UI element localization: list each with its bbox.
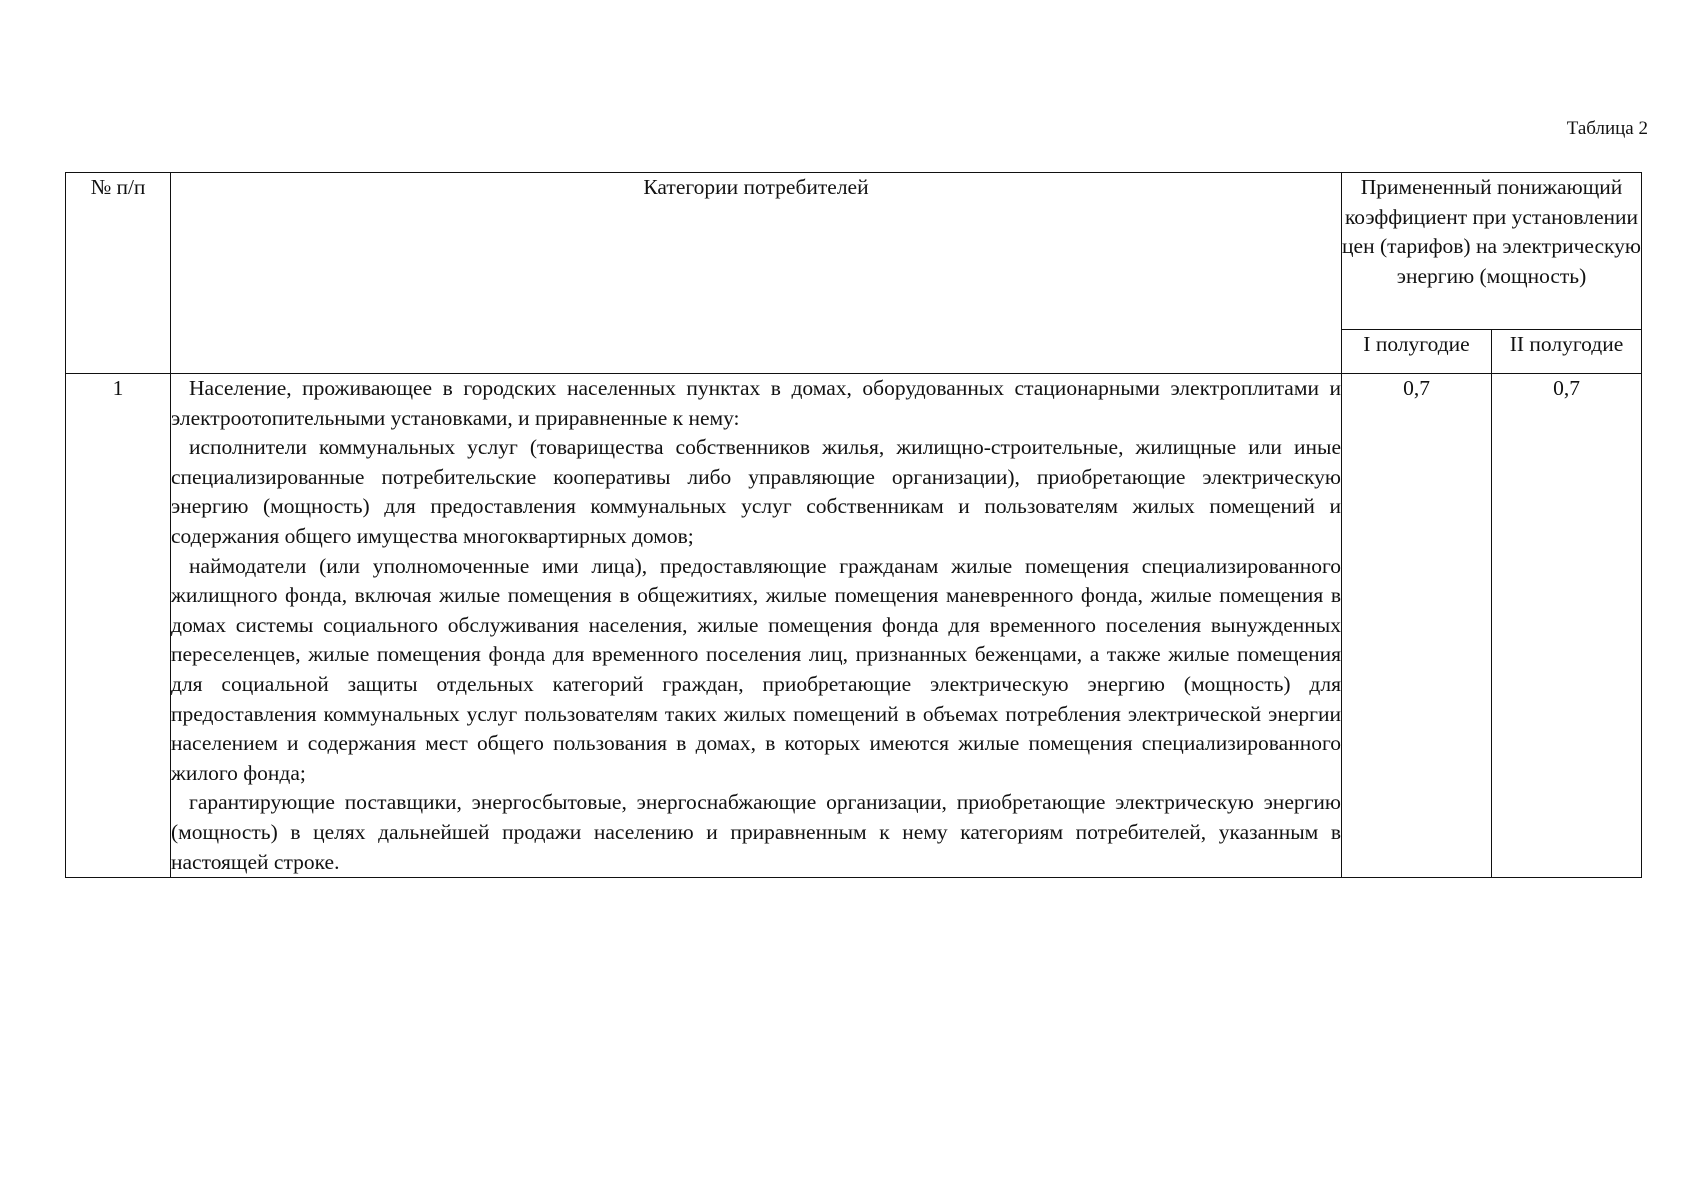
category-paragraph: наймодатели (или уполномоченные ими лица), предоставляющие гражданам жилые помещения специализированного жилищного фонда, включая жилые помещения в общежитиях, жилые помещения маневренного фонда, жилые помещения в домах системы социального обслуживания населения, жилые помещения фонда для временного поселения вынужденных переселенцев, жилые помещения фонда для временного поселения лиц, признанных беженцами, а также жилые помещения для социальной защиты отдельных категорий граждан, приобретающие электрическую энергию (мощность) для предоставления коммунальных услуг пользователям таких жилых помещений в объемах потребления электрической энергии населением и содержания мест общего пользования в домах, в которых имеются жилые помещения специализированного жилого фонда; [171,553,1341,785]
header-number: № п/п [66,173,171,374]
header-coefficient: Примененный понижающий коэффициент при установлении цен (тарифов) на электрическую энергию (мощность) [1342,173,1642,330]
header-row [66,173,1642,330]
row-half1-value: 0,7 [1342,374,1492,878]
table-caption: Таблица 2 [1566,118,1648,139]
category-paragraph: гарантирующие поставщики, энергосбытовые, энергоснабжающие организации, приобретающие электрическую энергию (мощность) в целях дальнейшей продажи населению и приравненным к нему категориям потребителей, указанным в настоящей строке. [171,790,1341,874]
row-categories [171,374,1342,878]
tariff-table [65,172,1642,878]
row-half2-value: 0,7 [1492,374,1642,878]
table-row [66,374,1642,878]
header-half2: II полугодие [1492,330,1642,374]
row-number: 1 [66,374,171,878]
category-paragraph: исполнители коммунальных услуг (товарищества собственников жилья, жилищно-строительные, жилищные или иные специализированные потребительские кооперативы либо управляющие организации), приобретающие электрическую энергию (мощность) для предоставления коммунальных услуг собственникам и пользователям жилых помещений и содержания общего имущества многоквартирных домов; [171,435,1341,548]
header-half1: I полугодие [1342,330,1492,374]
header-categories: Категории потребителей [171,173,1342,374]
category-paragraph: Население, проживающее в городских населенных пунктах в домах, оборудованных стационарными электроплитами и электроотопительными установками, и приравненные к нему: [171,376,1341,430]
